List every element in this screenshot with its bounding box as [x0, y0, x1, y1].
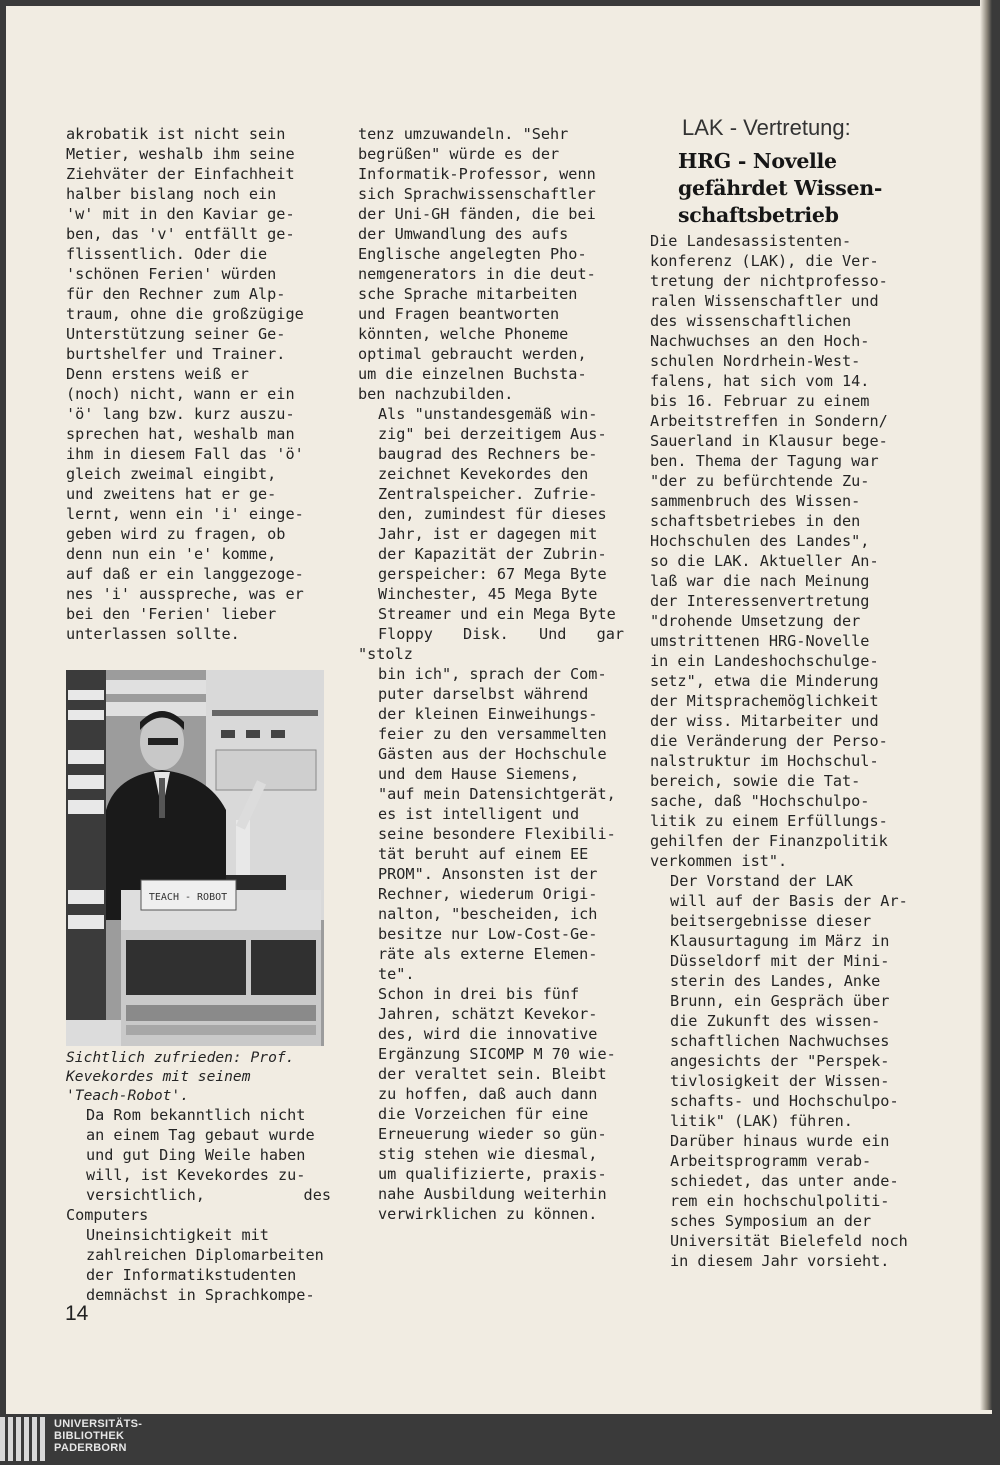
text-line: in ein Landeshochschulge-	[650, 652, 879, 670]
text-line: Streamer und ein Mega Byte	[378, 605, 616, 623]
text-line: Da Rom bekanntlich nicht	[86, 1106, 306, 1124]
text-line: Jahr, ist er dagegen mit	[378, 525, 598, 543]
text-line: verwirklichen zu können.	[378, 1205, 598, 1223]
text-line: falens, hat sich vom 14.	[650, 372, 870, 390]
text-line: ralen Wissenschaftler und	[650, 292, 879, 310]
text-line: laß war die nach Meinung	[650, 572, 870, 590]
text-line: gefährdet Wissen-	[678, 176, 883, 200]
text-line: so die LAK. Aktueller An-	[650, 552, 879, 570]
text-line: zig" bei derzeitigem Aus-	[378, 425, 607, 443]
paragraph	[650, 871, 918, 1131]
column-3	[650, 115, 918, 1271]
column-1	[66, 124, 331, 1305]
text-line: der kleinen Einweihungs-	[378, 705, 598, 723]
text-line: sich Sprachwissenschaftler	[358, 185, 596, 203]
text-line: flissentlich. Oder die	[66, 245, 268, 263]
text-line: Uneinsichtigkeit mit	[86, 1226, 269, 1244]
text-line: Unterstützung seiner Ge-	[66, 325, 286, 343]
text-line: gerspeicher: 67 Mega Byte	[378, 565, 607, 583]
text-line: bereich, sowie die Tat-	[650, 772, 861, 790]
library-name	[54, 1418, 142, 1454]
text-line: 'schönen Ferien' würden	[66, 265, 277, 283]
text-line: um qualifizierte, praxis-	[378, 1165, 607, 1183]
text-line: Schon in drei bis fünf	[378, 985, 580, 1003]
text-line: für den Rechner zum Alp-	[66, 285, 286, 303]
paragraph	[650, 1131, 918, 1271]
text-line: demnächst in Sprachkompe-	[86, 1286, 315, 1304]
text-line: Englische angelegten Pho-	[358, 245, 587, 263]
text-line: schafts- und Hochschulpo-	[670, 1092, 899, 1110]
text-line: es ist intelligent und	[378, 805, 580, 823]
magazine-page	[6, 6, 992, 1414]
text-line: sammenbruch des Wissen-	[650, 492, 861, 510]
text-line: und dem Hause Siemens,	[378, 765, 580, 783]
text-line: umstrittenen HRG-Novelle	[650, 632, 870, 650]
text-line: 'w' mit in den Kaviar ge-	[66, 205, 295, 223]
paragraph	[66, 1105, 331, 1305]
text-line: schaftlichen Nachwuchses	[670, 1032, 890, 1050]
text-line: litik" (LAK) führen.	[670, 1112, 853, 1130]
text-line: sches Symposium an der	[670, 1212, 872, 1230]
text-line: te".	[378, 965, 415, 983]
text-line: bin ich", sprach der Com-	[378, 665, 607, 683]
text-line: der Uni-GH fänden, die bei	[358, 205, 596, 223]
text-line: Darüber hinaus wurde ein	[670, 1132, 890, 1150]
paragraph	[358, 124, 624, 404]
text-line: der Kapazität der Zubrin-	[378, 545, 607, 563]
text-line: Rechner, wiederum Origi-	[378, 885, 598, 903]
text-line: HRG - Novelle	[678, 149, 837, 173]
text-line: Sauerland in Klausur bege-	[650, 432, 888, 450]
text-line: Ergänzung SICOMP M 70 wie-	[378, 1045, 616, 1063]
paragraph	[358, 404, 624, 984]
text-line: Denn erstens weiß er	[66, 365, 249, 383]
text-line: 'Teach-Robot'.	[66, 1087, 190, 1104]
text-line: nes 'i' ausspreche, was er	[66, 585, 304, 603]
text-line: die Vorzeichen für eine	[378, 1105, 589, 1123]
text-line: zu hoffen, daß auch dann	[378, 1085, 598, 1103]
library-logo-icon	[0, 1417, 45, 1461]
text-line: "drohende Umsetzung der	[650, 612, 861, 630]
text-line: schulen Nordrhein-West-	[650, 352, 861, 370]
text-line: gleich zweimal eingibt,	[66, 465, 277, 483]
text-line: burtshelfer und Trainer.	[66, 345, 286, 363]
text-line: sprechen hat, weshalb man	[66, 425, 295, 443]
photo-teach-robot	[66, 670, 324, 1046]
text-line: optimal gebraucht werden,	[358, 345, 587, 363]
text-line: lernt, wenn ein 'i' einge-	[66, 505, 304, 523]
article-kicker: LAK - Vertretung:	[682, 115, 851, 140]
text-line: unterlassen sollte.	[66, 625, 240, 643]
text-line: der Umwandlung des aufs	[358, 225, 569, 243]
text-line: der Informatikstudenten	[86, 1266, 297, 1284]
text-line: sche Sprache mitarbeiten	[358, 285, 578, 303]
footer-bar	[0, 1414, 1000, 1465]
text-line: der Mitsprachemöglichkeit	[650, 692, 879, 710]
text-line: rem ein hochschulpoliti-	[670, 1192, 890, 1210]
text-line: puter darselbst während	[378, 685, 589, 703]
text-line: der Interessenvertretung	[650, 592, 870, 610]
text-line: bis 16. Februar zu einem	[650, 392, 870, 410]
text-line: räte als externe Elemen-	[378, 945, 598, 963]
text-line: und zweitens hat er ge-	[66, 485, 277, 503]
text-line: verkommen ist".	[650, 852, 788, 870]
text-line: ben nachzubilden.	[358, 385, 514, 403]
column-2	[358, 124, 624, 1224]
text-line: Arbeitsprogramm verab-	[670, 1152, 872, 1170]
text-line: und Fragen beantworten	[358, 305, 560, 323]
text-line: feier zu den versammelten	[378, 725, 607, 743]
text-line: will auf der Basis der Ar-	[670, 892, 908, 910]
text-line: Floppy Disk. Und gar "stolz	[358, 625, 624, 663]
library-name-line: UNIVERSITÄTS-	[54, 1418, 143, 1430]
text-line: angesichts der "Perspek-	[670, 1052, 890, 1070]
text-line: denn nun ein 'e' komme,	[66, 545, 277, 563]
text-line: nahe Ausbildung weiterhin	[378, 1185, 607, 1203]
text-line: Metier, weshalb ihm seine	[66, 145, 295, 163]
text-line: Universität Bielefeld noch	[670, 1232, 908, 1250]
text-line: bei den 'Ferien' lieber	[66, 605, 277, 623]
text-line: Hochschulen des Landes",	[650, 532, 870, 550]
text-line: um die einzelnen Buchsta-	[358, 365, 587, 383]
library-name-line: PADERBORN	[54, 1442, 127, 1454]
text-line: litik zu einem Erfüllungs-	[650, 812, 888, 830]
text-line: sterin des Landes, Anke	[670, 972, 881, 990]
text-line: geben wird zu fragen, ob	[66, 525, 286, 543]
text-line: schaftsbetriebes in den	[650, 512, 861, 530]
text-line: versichtlich, des Computers	[66, 1186, 331, 1224]
text-line: nemgenerators in die deut-	[358, 265, 596, 283]
text-line: "der zu befürchtende Zu-	[650, 472, 870, 490]
text-line: tenz umzuwandeln. "Sehr	[358, 125, 569, 143]
text-line: Ziehväter der Einfachheit	[66, 165, 295, 183]
library-name-line: BIBLIOTHEK	[54, 1430, 125, 1442]
text-line: schaftsbetrieb	[678, 203, 839, 227]
text-line: des wissenschaftlichen	[650, 312, 852, 330]
text-line: den, zumindest für dieses	[378, 505, 607, 523]
text-line: an einem Tag gebaut wurde	[86, 1126, 315, 1144]
text-line: Arbeitstreffen in Sondern/	[650, 412, 888, 430]
text-line: Zentralspeicher. Zufrie-	[378, 485, 598, 503]
text-line: Jahren, schätzt Kevekor-	[378, 1005, 598, 1023]
text-line: könnten, welche Phoneme	[358, 325, 569, 343]
text-line: sache, daß "Hochschulpo-	[650, 792, 870, 810]
text-line: gehilfen der Finanzpolitik	[650, 832, 888, 850]
text-line: und gut Ding Weile haben	[86, 1146, 306, 1164]
text-line: will, ist Kevekordes zu-	[86, 1166, 306, 1184]
text-line: stig stehen wie diesmal,	[378, 1145, 598, 1163]
text-line: Klausurtagung im März in	[670, 932, 890, 950]
text-line: auf daß er ein langgezoge-	[66, 565, 304, 583]
text-line: besitze nur Low-Cost-Ge-	[378, 925, 598, 943]
text-line: Nachwuchses an den Hoch-	[650, 332, 870, 350]
text-line: Düsseldorf mit der Mini-	[670, 952, 890, 970]
text-line: Erneuerung wieder so gün-	[378, 1125, 607, 1143]
text-line: PROM". Ansonsten ist der	[378, 865, 598, 883]
text-line: begrüßen" würde es der	[358, 145, 560, 163]
text-line: Als "unstandesgemäß win-	[378, 405, 598, 423]
text-line: Brunn, ein Gespräch über	[670, 992, 890, 1010]
text-line: akrobatik ist nicht sein	[66, 125, 286, 143]
text-line: schiedet, das unter ande-	[670, 1172, 899, 1190]
text-line: zeichnet Kevekordes den	[378, 465, 589, 483]
text-line: setz", etwa die Minderung	[650, 672, 879, 690]
text-line: ihm in diesem Fall das 'ö'	[66, 445, 304, 463]
text-line: zahlreichen Diplomarbeiten	[86, 1246, 324, 1264]
article-headline	[678, 148, 918, 229]
text-line: konferenz (LAK), die Ver-	[650, 252, 879, 270]
text-line: (noch) nicht, wann er ein	[66, 385, 295, 403]
text-line: baugrad des Rechners be-	[378, 445, 598, 463]
text-line: Winchester, 45 Mega Byte	[378, 585, 598, 603]
text-line: traum, ohne die großzügige	[66, 305, 304, 323]
paragraph	[650, 231, 918, 871]
text-line: tretung der nichtprofesso-	[650, 272, 888, 290]
text-line: ben, das 'v' entfällt ge-	[66, 225, 295, 243]
text-line: nalstruktur im Hochschul-	[650, 752, 879, 770]
text-line: die Veränderung der Perso-	[650, 732, 888, 750]
text-line: halber bislang noch ein	[66, 185, 277, 203]
text-line: der wiss. Mitarbeiter und	[650, 712, 879, 730]
text-line: tivlosigkeit der Wissen-	[670, 1072, 890, 1090]
text-line: "auf mein Datensichtgerät,	[378, 785, 616, 803]
text-line: Kevekordes mit seinem	[66, 1068, 251, 1085]
text-line: Der Vorstand der LAK	[670, 872, 853, 890]
text-line: 'ö' lang bzw. kurz auszu-	[66, 405, 295, 423]
text-line: ben. Thema der Tagung war	[650, 452, 879, 470]
paragraph	[358, 984, 624, 1224]
text-line: nalton, "bescheiden, ich	[378, 905, 598, 923]
photo-caption	[66, 1048, 331, 1105]
text-line: tät beruht auf einem EE	[378, 845, 589, 863]
robot-sign-label: TEACH - ROBOT	[148, 892, 228, 903]
text-line: Die Landesassistenten-	[650, 232, 852, 250]
page-number: 14	[65, 1302, 89, 1325]
text-line: beitsergebnisse dieser	[670, 912, 872, 930]
text-line: die Zukunft des wissen-	[670, 1012, 881, 1030]
text-line: Gästen aus der Hochschule	[378, 745, 607, 763]
text-line: Sichtlich zufrieden: Prof.	[66, 1049, 295, 1066]
page-edge-shadow	[980, 0, 992, 1410]
text-line: seine besondere Flexibili-	[378, 825, 616, 843]
text-line: des, wird die innovative	[378, 1025, 598, 1043]
text-line: Informatik-Professor, wenn	[358, 165, 596, 183]
text-line: der veraltet sein. Bleibt	[378, 1065, 607, 1083]
text-line: in diesem Jahr vorsieht.	[670, 1252, 890, 1270]
paragraph	[66, 124, 331, 644]
